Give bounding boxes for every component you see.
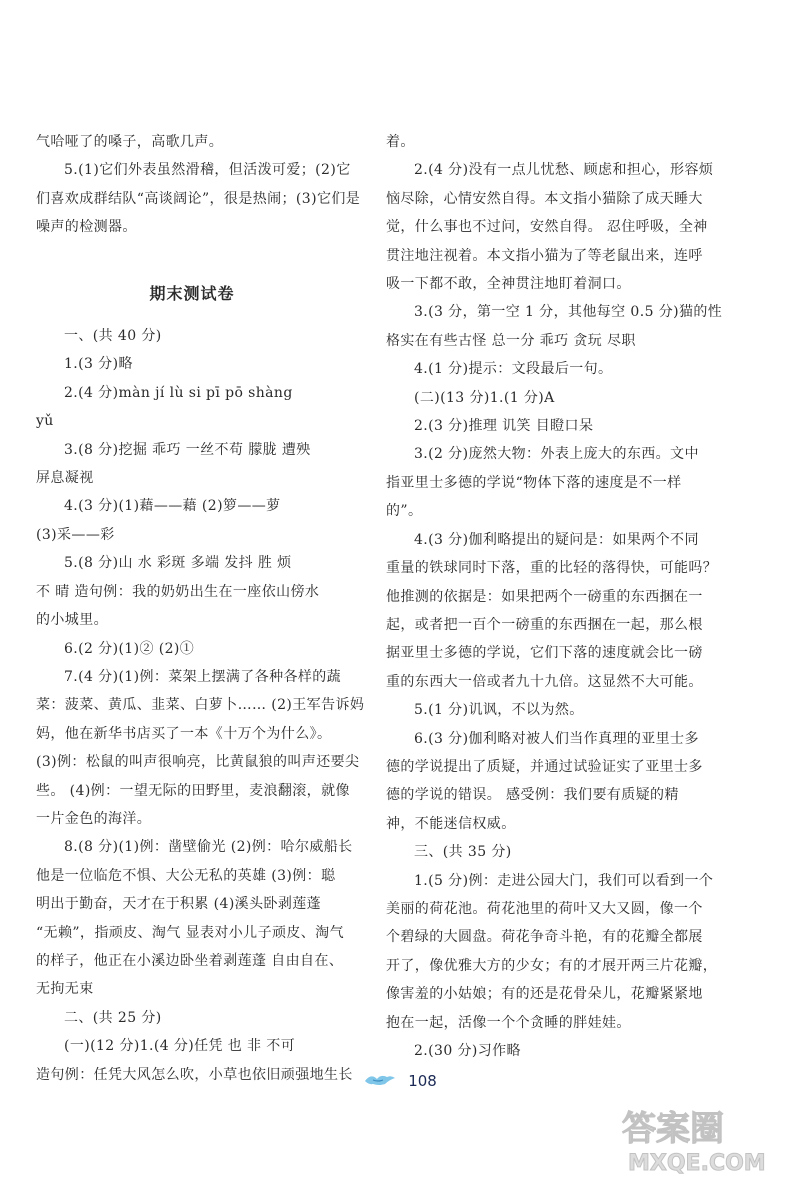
- answer-line: 5.(1)它们外表虽然滑稽，但活泼可爱；(2)它: [64, 162, 351, 179]
- section-title: 期末测试卷: [149, 283, 235, 303]
- answer-line: 的小城里。: [36, 612, 108, 629]
- answer-line: 指亚里士多德的学说“物体下落的速度是不一样: [386, 474, 682, 491]
- watermark-logo: [600, 1100, 790, 1176]
- answer-line: 的”。: [386, 503, 423, 520]
- answer-line: 像害羞的小姑娘；有的还是花骨朵儿，花瓣紧紧地: [386, 986, 703, 1003]
- answer-line: (二)(13 分)1.(1 分)A: [414, 389, 555, 406]
- watermark-bottom-text: MXQE.COM: [628, 1151, 766, 1176]
- answer-line: 们喜欢成群结队“高谈阔论”，很是热闹；(3)它们是: [36, 190, 361, 207]
- answer-line: 3.(3 分，第一空 1 分，其他每空 0.5 分)猫的性: [414, 304, 723, 321]
- left-answers: [36, 322, 365, 1089]
- left-column: [36, 128, 365, 1089]
- answer-line: 觉，什么事也不过问，安然自得。 忍住呼吸，全神: [386, 219, 708, 236]
- answer-line: 4.(3 分)(1)藉——藉 (2)箩——萝: [64, 498, 281, 515]
- answer-line: 2.(4 分)没有一点儿忧愁、顾虑和担心，形容烦: [414, 162, 714, 179]
- answer-line: 不 晴 造句例：我的奶奶出生在一座依山傍水: [36, 583, 320, 600]
- answer-line: yǔ: [36, 413, 54, 430]
- page-number: 108: [408, 1072, 437, 1090]
- answer-line: 3.(8 分)挖掘 乖巧 一丝不苟 朦胧 遭殃: [64, 441, 311, 458]
- answer-line: 6.(3 分)伽利略对被人们当作真理的亚里士多: [414, 730, 699, 747]
- answer-line: 造句例：任凭大风怎么吹，小草也依旧顽强地生长: [36, 1066, 353, 1083]
- answer-line: 些。 (4)例：一望无际的田野里，麦浪翻滚，就像: [36, 782, 350, 799]
- answer-line: “无赖”，指顽皮、淘气 显表对小儿子顽皮、淘气: [36, 924, 344, 941]
- answer-line: (一)(12 分)1.(4 分)任凭 也 非 不可: [64, 1038, 296, 1055]
- answer-line: 三、(共 35 分): [414, 844, 512, 861]
- answer-line: 无拘无束: [36, 981, 94, 998]
- right-answers: [386, 128, 723, 1065]
- answer-line: 开了，像优雅大方的少女；有的才展开两三片花瓣，: [386, 957, 718, 974]
- answer-line: 抱在一起，活像一个个贪睡的胖娃娃。: [386, 1014, 631, 1031]
- answer-line: 德的学说提出了质疑，并通过试验证实了亚里士多: [386, 758, 703, 775]
- answer-line: 个碧绿的大圆盘。荷花争奇斗艳，有的花瓣全都展: [386, 929, 703, 946]
- answer-line: 5.(8 分)山 水 彩斑 多端 发抖 胜 烦: [64, 555, 292, 572]
- watermark-top-text: 答案圈: [622, 1109, 724, 1149]
- answer-line: 屏息凝视: [36, 470, 94, 487]
- answer-line: 4.(3 分)伽利略提出的疑问是：如果两个不同: [414, 531, 699, 548]
- answer-line: 8.(8 分)(1)例：凿壁偷光 (2)例：哈尔威船长: [64, 839, 353, 856]
- answer-line: 德的学说的错误。 感受例：我们要有质疑的精: [386, 787, 679, 804]
- page-footer: [0, 1070, 800, 1092]
- answer-line: 1.(3 分)略: [64, 356, 133, 373]
- answer-line: 他推测的依据是：如果把两个一磅重的东西捆在一: [386, 588, 703, 605]
- answer-line: 重量的铁球同时下落，重的比轻的落得快，可能吗？: [386, 560, 718, 577]
- answer-line: 妈，他在新华书店买了一本《十万个为什么》。: [36, 725, 332, 742]
- answer-line: 贯注地注视着。本文指小猫为了等老鼠出来，连呼: [386, 247, 703, 264]
- left-answers-continued: [36, 128, 361, 242]
- answer-line: 3.(2 分)庞然大物：外表上庞大的东西。文中: [414, 446, 699, 463]
- answer-line: 2.(4 分)màn jí lù si pī pō shàng: [64, 384, 293, 401]
- answer-line: 一、(共 40 分): [64, 328, 162, 345]
- answer-line: 2.(3 分)推理 讥笑 目瞪口呆: [414, 418, 594, 435]
- answer-line: 噪声的检测器。: [36, 219, 137, 236]
- answer-line: 重的东西大一倍或者九十九倍。这显然不大可能。: [386, 673, 703, 690]
- bird-logo-icon: [363, 1070, 397, 1092]
- answer-line: 5.(1 分)讥讽，不以为然。: [414, 702, 584, 719]
- answer-line: 据亚里士多德的学说，它们下落的速度就会比一磅: [386, 645, 703, 662]
- answer-line: 神，不能迷信权威。: [386, 815, 516, 832]
- answer-line: (3)例：松鼠的叫声很响亮，比黄鼠狼的叫声还要尖: [36, 754, 360, 771]
- answer-line: 的样子，他正在小溪边卧坐着剥莲蓬 自由自在、: [36, 952, 344, 969]
- answer-line: 一片金色的海洋。: [36, 810, 152, 827]
- answer-line: (3)采——彩: [36, 526, 115, 543]
- answer-line: 1.(5 分)例：走进公园大门，我们可以看到一个: [414, 872, 714, 889]
- answer-line: 6.(2 分)(1)② (2)①: [64, 640, 195, 657]
- answer-line: 他是一位临危不惧、大公无私的英雄 (3)例：聪: [36, 867, 336, 884]
- answer-line: 着。: [386, 134, 415, 150]
- answer-line: 吸一下都不敢，全神贯注地盯着洞口。: [386, 276, 631, 293]
- answer-line: 二、(共 25 分): [64, 1009, 162, 1026]
- answer-line: 气哈哑了的嗓子，高歌几声。: [36, 134, 224, 150]
- right-column: [386, 128, 723, 1065]
- answer-line: 恼尽除，心情安然自得。本文指小猫除了成天睡大: [386, 190, 703, 207]
- answer-line: 2.(30 分)习作略: [414, 1043, 521, 1059]
- answer-line: 格实在有些古怪 总一分 乖巧 贪玩 尽职: [386, 332, 636, 349]
- answer-line: 起，或者把一百个一磅重的东西捆在一起，那么根: [386, 616, 703, 633]
- answer-line: 美丽的荷花池。荷花池里的荷叶又大又圆，像一个: [386, 900, 703, 917]
- answer-line: 菜：菠菜、黄瓜、韭菜、白萝卜…… (2)王军告诉妈: [36, 697, 365, 714]
- answer-line: 7.(4 分)(1)例：菜架上摆满了各种各样的蔬: [64, 668, 342, 685]
- answer-line: 明出于勤奋，天才在于积累 (4)溪头卧剥莲蓬: [36, 896, 322, 913]
- answer-line: 4.(1 分)提示：文段最后一句。: [414, 361, 613, 378]
